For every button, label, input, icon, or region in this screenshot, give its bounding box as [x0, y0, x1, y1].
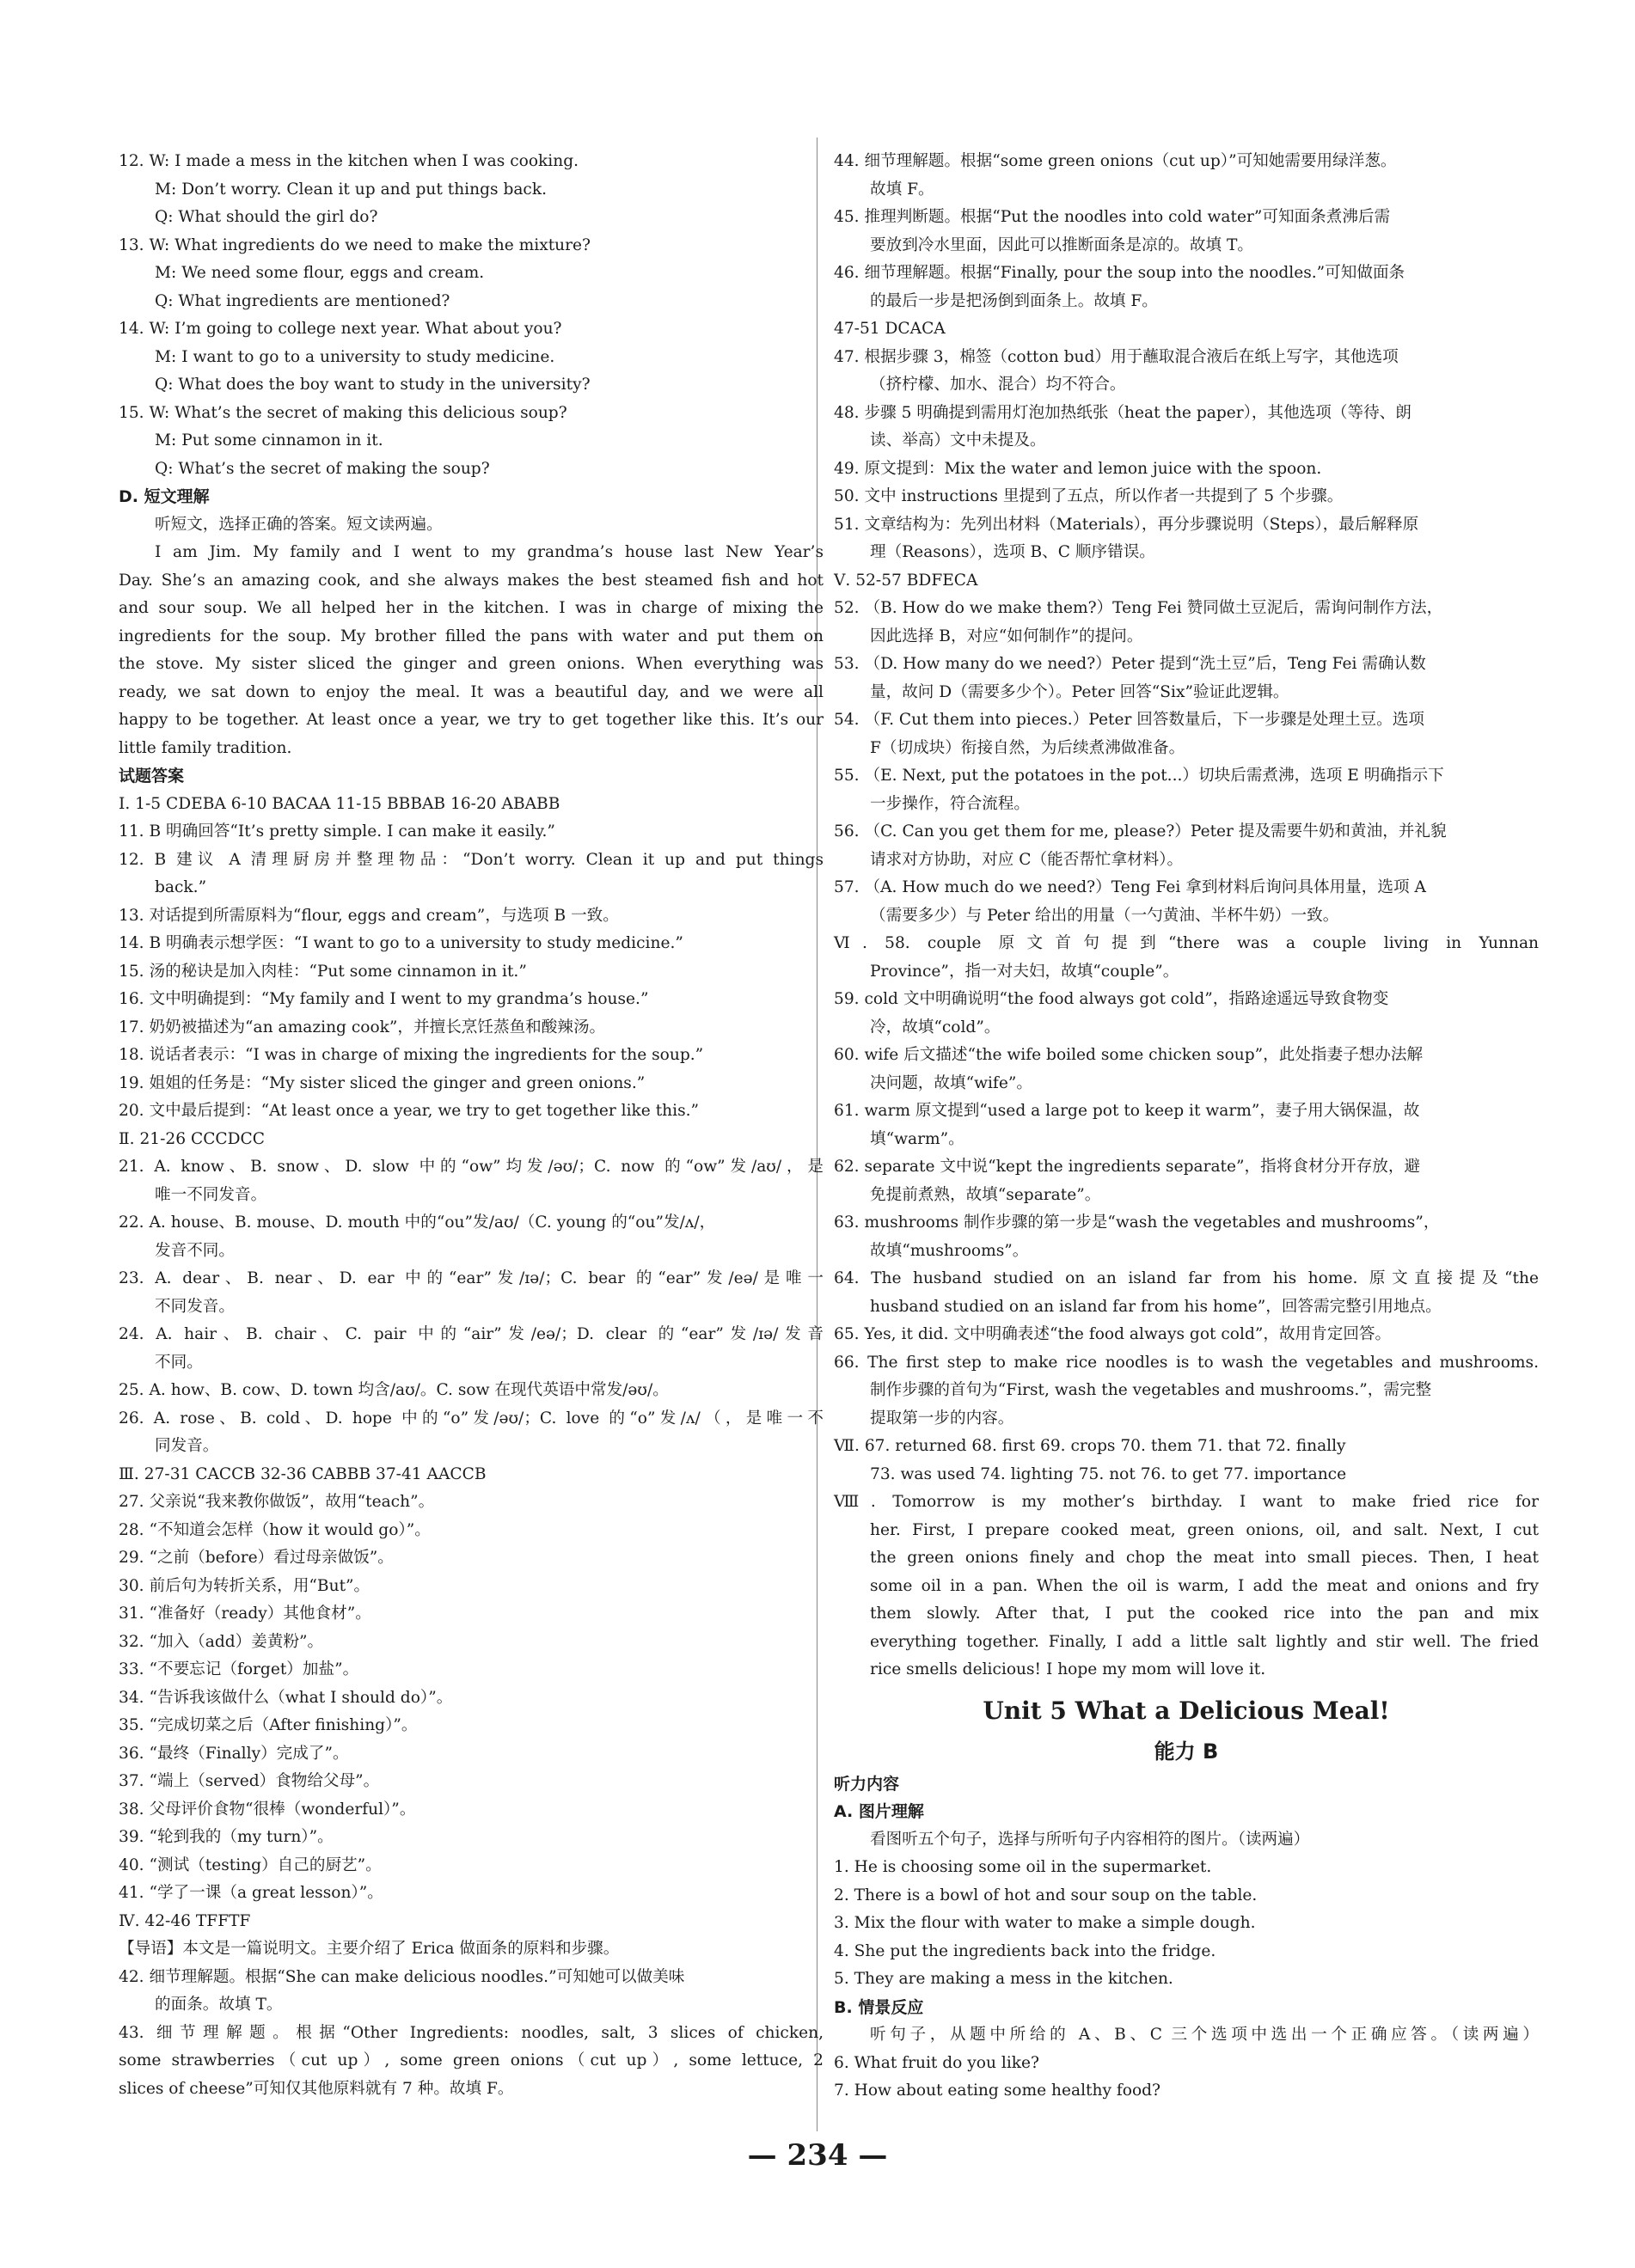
- text-line: 54. （F. Cut them into pieces.）Peter 回答数量后，下一步骤是处理土豆。选项: [834, 711, 1424, 729]
- text-line: 3. Mix the flour with water to make a simple dough.: [834, 1914, 1256, 1932]
- text-line: 50. 文中 instructions 里提到了五点，所以作者一共提到了 5 个步骤。: [834, 487, 1344, 505]
- text-line: 【导语】本文是一篇说明文。主要介绍了 Erica 做面条的原料和步骤。: [119, 1940, 620, 1958]
- text-line: slices of cheese”可知仅其他原料就有 7 种。故填 F。: [119, 2079, 514, 2098]
- text-line: 56. （C. Can you get them for me, please?）Peter 提及需要牛奶和黄油，并礼貌: [834, 822, 1447, 841]
- text-line: 发音不同。: [155, 1241, 235, 1260]
- text-line: 27. 父亲说“我来教你做饭”，故用“teach”。: [119, 1493, 435, 1511]
- text-line: Q: What should the girl do?: [155, 208, 378, 226]
- text-line: 听短文，选择正确的答案。短文读两遍。: [155, 515, 443, 534]
- text-line: 37. “端上（served）食物给父母”。: [119, 1772, 380, 1790]
- text-line: Ⅶ. 67. returned 68. first 69. crops 70. them 71. that 72. finally: [834, 1437, 1346, 1455]
- text-line: 20. 文中最后提到：“At least once a year, we try to get together like this.”: [119, 1102, 700, 1120]
- text-line: 64. The husband studied on an island far from his home. 原文直接提及“the: [834, 1269, 1539, 1287]
- text-line: 60. wife 后文描述“the wife boiled some chicken soup”，此处指妻子想办法解: [834, 1046, 1424, 1064]
- text-line: 57. （A. How much do we need?）Teng Fei 拿到材料后询问具体用量，选项 A: [834, 878, 1426, 896]
- text-line: 量，故问 D（需要多少个）。Peter 回答“Six”验证此逻辑。: [870, 682, 1289, 701]
- text-line: Ⅳ. 42-46 TFFTF: [119, 1911, 251, 1930]
- text-line: 63. mushrooms 制作步骤的第一步是“wash the vegetables and mushrooms”，: [834, 1213, 1440, 1232]
- text-line: 19. 姐姐的任务是：“My sister sliced the ginger and green onions.”: [119, 1073, 646, 1092]
- text-line: Ⅱ. 21-26 CCCDCC: [119, 1129, 266, 1148]
- text-line: 13. W: What ingredients do we need to make the mixture?: [119, 235, 591, 254]
- text-line: Q: What ingredients are mentioned?: [155, 291, 450, 310]
- text-line: 73. was used 74. lighting 75. not 76. to get 77. importance: [870, 1464, 1347, 1483]
- text-line: 11. B 明确回答“It’s pretty simple. I can make it easily.”: [119, 822, 555, 841]
- text-line: M: Put some cinnamon in it.: [155, 431, 383, 449]
- text-line: Ⅴ. 52-57 BDFECA: [834, 571, 978, 590]
- text-line: 44. 细节理解题。根据“some green onions（cut up）”可知她需要用绿洋葱。: [834, 152, 1397, 170]
- text-line: 32. “加入（add）姜黄粉”。: [119, 1632, 324, 1651]
- text-line: everything together. Finally, I add a little salt lightly and stir well. The fried: [870, 1632, 1539, 1651]
- text-line: husband studied on an island far from his home”，回答需完整引用地点。: [870, 1297, 1442, 1316]
- text-line: 22. A. house、B. mouse、D. mouth 中的“ou”发/aʊ/（C. young 的“ou”发/ʌ/，: [119, 1213, 716, 1232]
- section-heading: D. 短文理解: [119, 487, 210, 506]
- text-line: 61. warm 原文提到“used a large pot to keep it warm”，妻子用大锅保温，故: [834, 1102, 1420, 1120]
- text-line: 46. 细节理解题。根据“Finally, pour the soup into the noodles.”可知做面条: [834, 264, 1405, 282]
- text-line: 66. The first step to make rice noodles is to wash the vegetables and mushrooms.: [834, 1353, 1539, 1372]
- text-line: 34. “告诉我该做什么（what I should do）”。: [119, 1688, 453, 1707]
- section-heading: 试题答案: [119, 767, 185, 786]
- text-line: happy to be together. At least once a year, we try to get together like this. It’s our: [119, 711, 824, 729]
- text-line: 同发音。: [155, 1437, 219, 1455]
- text-line: Q: What does the boy want to study in the university?: [155, 376, 591, 394]
- text-line: and sour soup. We all helped her in the kitchen. I was in charge of mixing the: [119, 599, 824, 617]
- text-line: 23. A. dear、B. near、D. ear 中的“ear”发/ɪə/；C. bear 的“ear”发/eə/是唯一: [119, 1269, 824, 1287]
- text-line: them slowly. After that, I put the cooked rice into the pan and mix: [870, 1605, 1539, 1623]
- text-line: 43. 细节理解题。根据“Other Ingredients: noodles, salt, 3 slices of chicken,: [119, 2023, 824, 2042]
- text-line: 听句子，从题中所给的 A、B、C 三个选项中选出一个正确应答。（读两遍）: [870, 2026, 1539, 2044]
- text-line: little family tradition.: [119, 738, 292, 757]
- text-line: 请求对方协助，对应 C（能否帮忙拿材料）。: [870, 850, 1184, 869]
- text-line: 15. W: What’s the secret of making this delicious soup?: [119, 403, 567, 422]
- text-line: 52. （B. How do we make them?）Teng Fei 赞同做土豆泥后，需询问制作方法，: [834, 599, 1443, 617]
- text-line: 49. 原文提到：Mix the water and lemon juice with the spoon.: [834, 459, 1322, 478]
- text-line: the stove. My sister sliced the ginger and green onions. When everything was: [119, 655, 824, 673]
- text-line: 30. 前后句为转折关系，用“But”。: [119, 1576, 370, 1595]
- text-line: 4. She put the ingredients back into the fridge.: [834, 1941, 1216, 1960]
- text-line: 28. “不知道会怎样（how it would go）”。: [119, 1520, 431, 1539]
- text-line: M: We need some flour, eggs and cream.: [155, 264, 485, 282]
- text-line: 29. “之前（before）看过母亲做饭”。: [119, 1549, 394, 1567]
- text-line: 47. 根据步骤 3，棉签（cotton bud）用于蘸取混合液后在纸上写字，其他选项: [834, 347, 1399, 366]
- text-line: 的面条。故填 T。: [155, 1996, 283, 2014]
- text-line: 26. A. rose、B. cold、D. hope 中的“o”发/əʊ/；C. love 的“o”发/ʌ/（，是唯一不: [119, 1409, 824, 1427]
- text-line: 25. A. how、B. cow、D. town 均含/aʊ/。C. sow 在现代英语中常发/əʊ/。: [119, 1381, 669, 1399]
- text-line: Ⅲ. 27-31 CACCB 32-36 CABBB 37-41 AACCB: [119, 1464, 487, 1483]
- right-column: [834, 148, 1539, 2106]
- text-line: rice smells delicious! I hope my mom will love it.: [870, 1660, 1266, 1678]
- text-line: F（切成块）衔接自然，为后续煮沸做准备。: [870, 738, 1185, 757]
- text-line: 13. 对话提到所需原料为“flour, eggs and cream”，与选项 B 一致。: [119, 906, 619, 925]
- text-line: 12. B 建议 A 清理厨房并整理物品：“Don’t worry. Clean it up and put things: [119, 850, 824, 869]
- text-line: 65. Yes, it did. 文中明确表述“the food always got cold”，故用肯定回答。: [834, 1325, 1392, 1343]
- text-line: 24. A. hair、B. chair、C. pair 中的“air”发/eə/；D. clear 的“ear”发/ɪə/发音: [119, 1325, 824, 1343]
- text-line: 42. 细节理解题。根据“She can make delicious noodles.”可知她可以做美味: [119, 1967, 685, 1986]
- text-line: 2. There is a bowl of hot and sour soup on the table.: [834, 1886, 1258, 1904]
- text-line: 一步操作，符合流程。: [870, 794, 1030, 813]
- text-line: 16. 文中明确提到：“My family and I went to my grandma’s house.”: [119, 990, 649, 1008]
- text-line: 14. B 明确表示想学医：“I want to go to a university to study medicine.”: [119, 934, 683, 952]
- text-line: 12. W: I made a mess in the kitchen when I was cooking.: [119, 152, 579, 170]
- text-line: 39. “轮到我的（my turn）”。: [119, 1828, 334, 1846]
- text-line: 62. separate 文中说“kept the ingredients separate”，指将食材分开存放，避: [834, 1158, 1421, 1176]
- text-line: Province”，指一对夫妇，故填“couple”。: [870, 962, 1179, 981]
- text-line: 59. cold 文中明确说明“the food always got cold”，指路途遥远导致食物变: [834, 990, 1389, 1008]
- text-line: 故填“mushrooms”。: [870, 1241, 1029, 1260]
- text-line: 47-51 DCACA: [834, 320, 946, 338]
- text-line: 15. 汤的秘诀是加入肉桂：“Put some cinnamon in it.”: [119, 962, 527, 981]
- text-line: 51. 文章结构为：先列出材料（Materials），再分步骤说明（Steps），最后解释原: [834, 515, 1419, 534]
- text-line: 40. “测试（testing）自己的厨艺”。: [119, 1855, 382, 1874]
- level-title: 能力 B: [1154, 1739, 1219, 1764]
- text-line: Day. She’s an amazing cook, and she always makes the best steamed fish and hot: [119, 571, 824, 590]
- text-line: Q: What’s the secret of making the soup?: [155, 459, 490, 478]
- text-line: 17. 奶奶被描述为“an amazing cook”，并擅长烹饪蒸鱼和酸辣汤。: [119, 1018, 606, 1036]
- text-line: 48. 步骤 5 明确提到需用灯泡加热纸张（heat the paper），其他选项（等待、朗: [834, 403, 1411, 422]
- text-line: M: I want to go to a university to study medicine.: [155, 347, 555, 366]
- text-line: some oil in a pan. When the oil is warm, I add the meat and onions and fry: [870, 1576, 1539, 1595]
- text-line: 35. “完成切菜之后（After finishing）”。: [119, 1716, 418, 1734]
- text-line: I am Jim. My family and I went to my grandma’s house last New Year’s: [155, 543, 824, 561]
- text-line: 6. What fruit do you like?: [834, 2053, 1040, 2072]
- text-line: 填“warm”。: [870, 1129, 964, 1148]
- text-line: 读、举高）文中未提及。: [870, 431, 1046, 449]
- text-line: 41. “学了一课（a great lesson）”。: [119, 1884, 383, 1902]
- unit-title: Unit 5 What a Delicious Meal!: [983, 1696, 1390, 1725]
- text-line: the green onions finely and chop the meat into small pieces. Then, I heat: [870, 1549, 1539, 1567]
- section-heading: A. 图片理解: [834, 1802, 924, 1821]
- text-line: 提取第一步的内容。: [870, 1409, 1014, 1427]
- text-line: 14. W: I’m going to college next year. What about you?: [119, 320, 562, 338]
- text-line: back.”: [155, 878, 207, 896]
- text-line: 决问题，故填“wife”。: [870, 1073, 1032, 1092]
- text-line: Ⅷ. Tomorrow is my mother’s birthday. I want to make fried rice for: [834, 1493, 1539, 1511]
- text-line: 53. （D. How many do we need?）Peter 提到“洗土豆”后，Teng Fei 需确认数: [834, 655, 1426, 673]
- text-line: her. First, I prepare cooked meat, green onions, oil, and salt. Next, I cut: [870, 1520, 1539, 1539]
- text-line: 免提前煮熟，故填“separate”。: [870, 1185, 1101, 1204]
- text-line: some strawberries（cut up）, some green onions（cut up）, some lettuce, 2: [119, 2051, 824, 2069]
- text-line: 7. How about eating some healthy food?: [834, 2082, 1161, 2100]
- text-line: 唯一不同发音。: [155, 1185, 267, 1204]
- text-line: M: Don’t worry. Clean it up and put things back.: [155, 180, 548, 199]
- section-heading: 听力内容: [834, 1774, 900, 1794]
- text-line: 理（Reasons），选项 B、C 顺序错误。: [870, 543, 1155, 561]
- section-heading: B. 情景反应: [834, 1997, 924, 2017]
- text-line: 的最后一步是把汤倒到面条上。故填 F。: [870, 291, 1158, 310]
- text-line: 看图听五个句子，选择与所听句子内容相符的图片。（读两遍）: [870, 1830, 1310, 1849]
- text-line: （挤柠檬、加水、混合）均不符合。: [870, 376, 1126, 394]
- text-line: 不同。: [155, 1353, 203, 1372]
- text-line: （需要多少）与 Peter 给出的用量（一勺黄油、半杯牛奶）一致。: [870, 906, 1339, 925]
- text-line: 要放到冷水里面，因此可以推断面条是凉的。故填 T。: [870, 235, 1253, 254]
- text-line: 因此选择 B，对应“如何制作”的提问。: [870, 627, 1143, 645]
- text-line: 55. （E. Next, put the potatoes in the pot...）切块后需煮沸，选项 E 明确指示下: [834, 767, 1444, 785]
- text-line: 1. He is choosing some oil in the supermarket.: [834, 1858, 1212, 1876]
- text-line: 制作步骤的首句为“First, wash the vegetables and mushrooms.”，需完整: [870, 1381, 1432, 1399]
- page-number: — 234 —: [747, 2138, 888, 2173]
- text-line: 33. “不要忘记（forget）加盐”。: [119, 1660, 359, 1678]
- left-column: [119, 148, 824, 2103]
- text-line: ingredients for the soup. My brother filled the pans with water and put them on: [119, 627, 824, 645]
- text-line: 冷，故填“cold”。: [870, 1018, 1001, 1036]
- text-line: ready, we sat down to enjoy the meal. It was a beautiful day, and we were all: [119, 682, 824, 701]
- text-line: 不同发音。: [155, 1297, 235, 1316]
- text-line: 5. They are making a mess in the kitchen.: [834, 1970, 1173, 1988]
- text-line: 45. 推理判断题。根据“Put the noodles into cold water”可知面条煮沸后需: [834, 208, 1391, 226]
- text-line: 36. “最终（Finally）完成了”。: [119, 1744, 349, 1763]
- text-line: 38. 父母评价食物“很棒（wonderful）”。: [119, 1800, 416, 1819]
- text-line: Ⅰ. 1-5 CDEBA 6-10 BACAA 11-15 BBBAB 16-20 ABABB: [119, 794, 560, 813]
- text-line: 18. 说话者表示：“I was in charge of mixing the ingredients for the soup.”: [119, 1046, 704, 1064]
- text-line: 31. “准备好（ready）其他食材”。: [119, 1605, 371, 1623]
- text-line: Ⅵ. 58. couple 原文首句提到“there was a couple living in Yunnan: [834, 934, 1539, 952]
- text-line: 21. A. know、B. snow、D. slow 中的“ow”均发/əʊ/；C. now 的“ow”发/aʊ/，是: [119, 1158, 824, 1176]
- text-line: 故填 F。: [870, 180, 934, 199]
